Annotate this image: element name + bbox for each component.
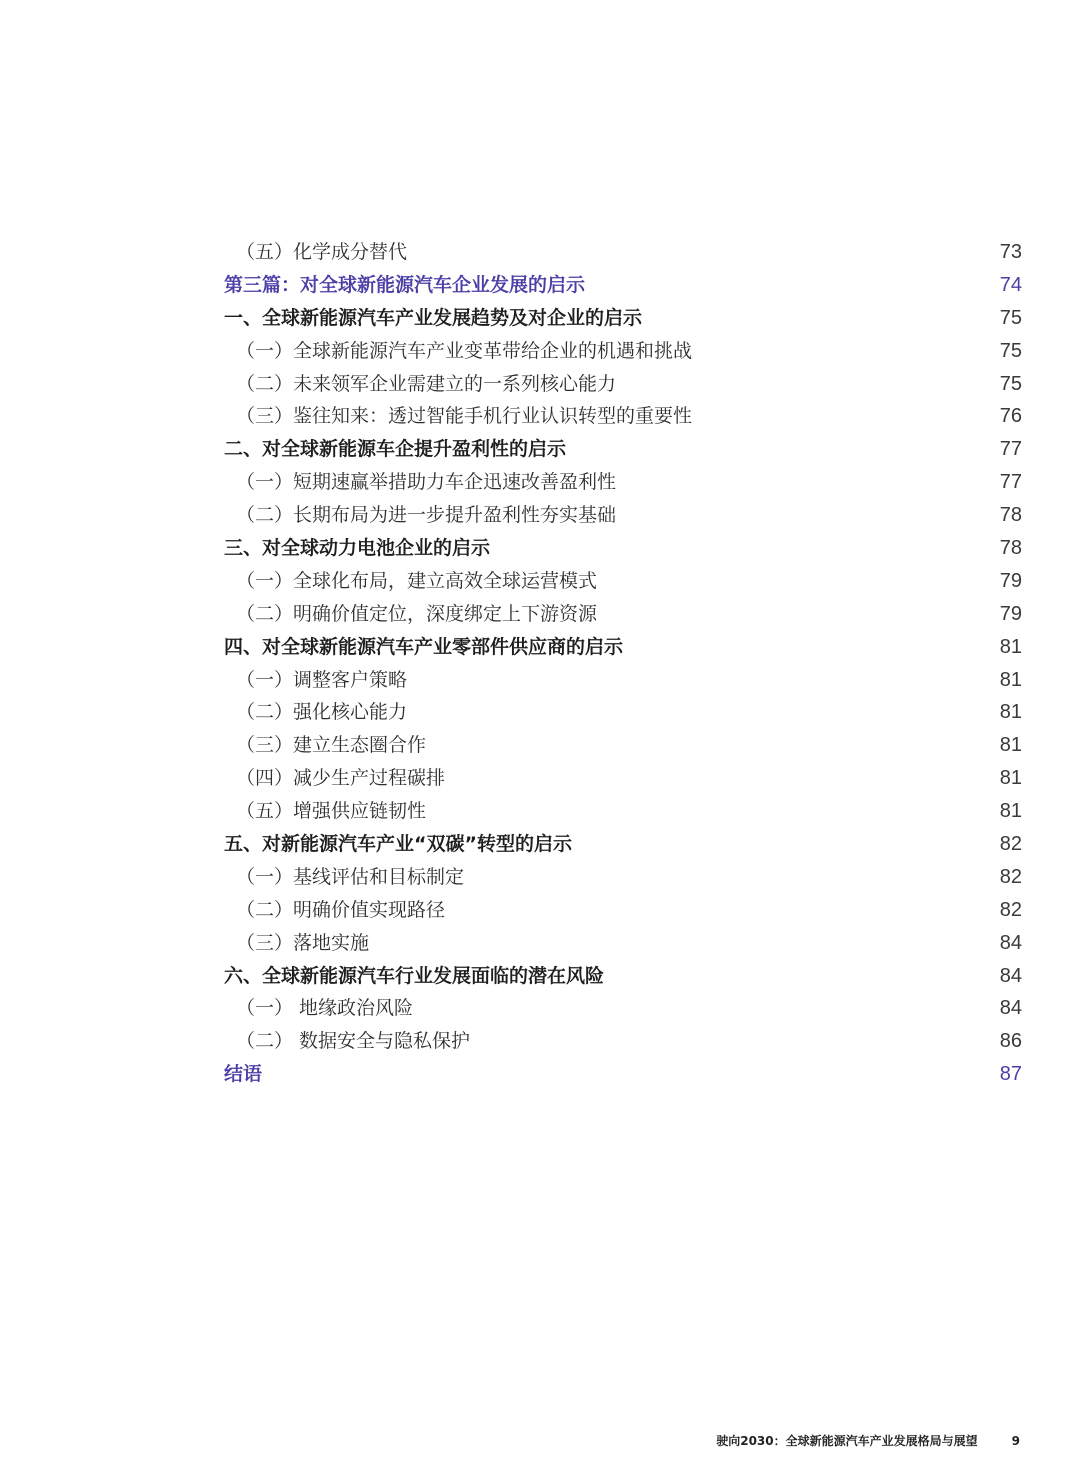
toc-entry[interactable] <box>224 466 1022 499</box>
toc-entry-page: 75 <box>999 306 1022 329</box>
toc-entry[interactable] <box>224 400 1022 433</box>
toc-entry[interactable] <box>224 992 1022 1025</box>
toc-entry-page: 82 <box>999 865 1022 888</box>
toc-entry-label: 一、全球新能源汽车产业发展趋势及对企业的启示 <box>224 306 643 329</box>
toc-entry[interactable] <box>224 696 1022 729</box>
toc-entry-page: 79 <box>999 602 1022 625</box>
toc-part-heading[interactable] <box>224 269 1022 302</box>
toc-entry[interactable] <box>224 729 1022 762</box>
toc-entry-label: 第三篇：对全球新能源汽车企业发展的启示 <box>224 273 586 296</box>
toc-entry-label: （二）强化核心能力 <box>236 701 408 724</box>
toc-part-heading[interactable] <box>224 1058 1022 1091</box>
toc-entry-page: 84 <box>999 997 1022 1020</box>
toc-entry-page: 73 <box>999 241 1022 263</box>
toc-entry[interactable] <box>224 664 1022 697</box>
toc-section-heading[interactable] <box>224 433 1022 466</box>
toc-entry-page: 77 <box>999 471 1022 494</box>
toc-entry[interactable] <box>224 795 1022 828</box>
toc-entry-page: 81 <box>999 800 1022 823</box>
toc-entry[interactable] <box>224 565 1022 598</box>
toc-entry[interactable] <box>224 762 1022 795</box>
toc-entry-page: 81 <box>999 734 1022 757</box>
footer-document-title: 驶向2030：全球新能源汽车产业发展格局与展望 <box>716 1434 978 1448</box>
toc-entry-page: 82 <box>999 833 1022 856</box>
table-of-contents <box>224 236 1022 1091</box>
toc-entry-page: 84 <box>999 964 1022 987</box>
toc-entry-page: 75 <box>999 339 1022 362</box>
toc-entry-label: （五）增强供应链韧性 <box>236 800 427 823</box>
toc-entry[interactable] <box>224 335 1022 368</box>
toc-entry-label: 六、全球新能源汽车行业发展面临的潜在风险 <box>224 964 605 987</box>
toc-section-heading[interactable] <box>224 828 1022 861</box>
toc-entry-page: 77 <box>999 438 1022 461</box>
toc-section-heading[interactable] <box>224 302 1022 335</box>
toc-entry-label: （一）短期速赢举措助力车企迅速改善盈利性 <box>236 471 617 494</box>
toc-entry-page: 76 <box>999 405 1022 428</box>
toc-entry-label: （一） 地缘政治风险 <box>236 997 414 1020</box>
toc-entry[interactable] <box>224 861 1022 894</box>
toc-entry-page: 84 <box>999 931 1022 954</box>
toc-entry-page: 86 <box>999 1030 1022 1053</box>
toc-entry-page: 81 <box>999 635 1022 658</box>
toc-entry[interactable] <box>224 368 1022 401</box>
toc-entry[interactable] <box>224 499 1022 532</box>
toc-entry-label: （一）全球化布局，建立高效全球运营模式 <box>236 569 598 592</box>
toc-entry-label: （五）化学成分替代 <box>236 241 408 263</box>
toc-entry-label: 结语 <box>224 1063 263 1086</box>
toc-entry-label: 三、对全球动力电池企业的启示 <box>224 537 491 560</box>
toc-entry-page: 74 <box>999 273 1022 296</box>
toc-entry[interactable] <box>224 894 1022 927</box>
toc-entry-label: （三）落地实施 <box>236 931 370 954</box>
toc-entry-page: 87 <box>999 1063 1022 1086</box>
toc-entry-label: （一）调整客户策略 <box>236 668 408 691</box>
toc-entry-label: （二）明确价值实现路径 <box>236 898 446 921</box>
toc-entry-label: 四、对全球新能源汽车产业零部件供应商的启示 <box>224 635 624 658</box>
toc-entry-page: 78 <box>999 504 1022 527</box>
toc-entry[interactable] <box>224 598 1022 631</box>
toc-entry-page: 81 <box>999 668 1022 691</box>
toc-entry-label: （二） 数据安全与隐私保护 <box>236 1030 471 1053</box>
toc-entry-label: 五、对新能源汽车产业“双碳”转型的启示 <box>224 833 572 856</box>
toc-entry-page: 82 <box>999 898 1022 921</box>
toc-entry-page: 81 <box>999 767 1022 790</box>
toc-entry-page: 75 <box>999 372 1022 395</box>
toc-entry[interactable] <box>224 236 1022 269</box>
toc-entry-label: （一）基线评估和目标制定 <box>236 865 465 888</box>
toc-entry-label: （一）全球新能源汽车产业变革带给企业的机遇和挑战 <box>236 339 693 362</box>
toc-entry[interactable] <box>224 1025 1022 1058</box>
toc-entry-label: （二）未来领军企业需建立的一系列核心能力 <box>236 372 617 395</box>
footer-page-number: 9 <box>1011 1433 1020 1448</box>
toc-entry-label: （三）建立生态圈合作 <box>236 734 427 757</box>
toc-entry-page: 78 <box>999 537 1022 560</box>
toc-section-heading[interactable] <box>224 960 1022 993</box>
toc-entry-page: 79 <box>999 569 1022 592</box>
toc-entry-page: 81 <box>999 701 1022 724</box>
toc-section-heading[interactable] <box>224 532 1022 565</box>
toc-entry[interactable] <box>224 927 1022 960</box>
toc-entry-label: （二）明确价值定位，深度绑定上下游资源 <box>236 602 598 625</box>
toc-entry-label: （四）减少生产过程碳排 <box>236 767 446 790</box>
toc-entry-label: 二、对全球新能源车企提升盈利性的启示 <box>224 438 567 461</box>
toc-section-heading[interactable] <box>224 631 1022 664</box>
page-footer <box>716 1432 1020 1449</box>
toc-entry-label: （二）长期布局为进一步提升盈利性夯实基础 <box>236 504 617 527</box>
toc-entry-label: （三）鉴往知来：透过智能手机行业认识转型的重要性 <box>236 405 693 428</box>
